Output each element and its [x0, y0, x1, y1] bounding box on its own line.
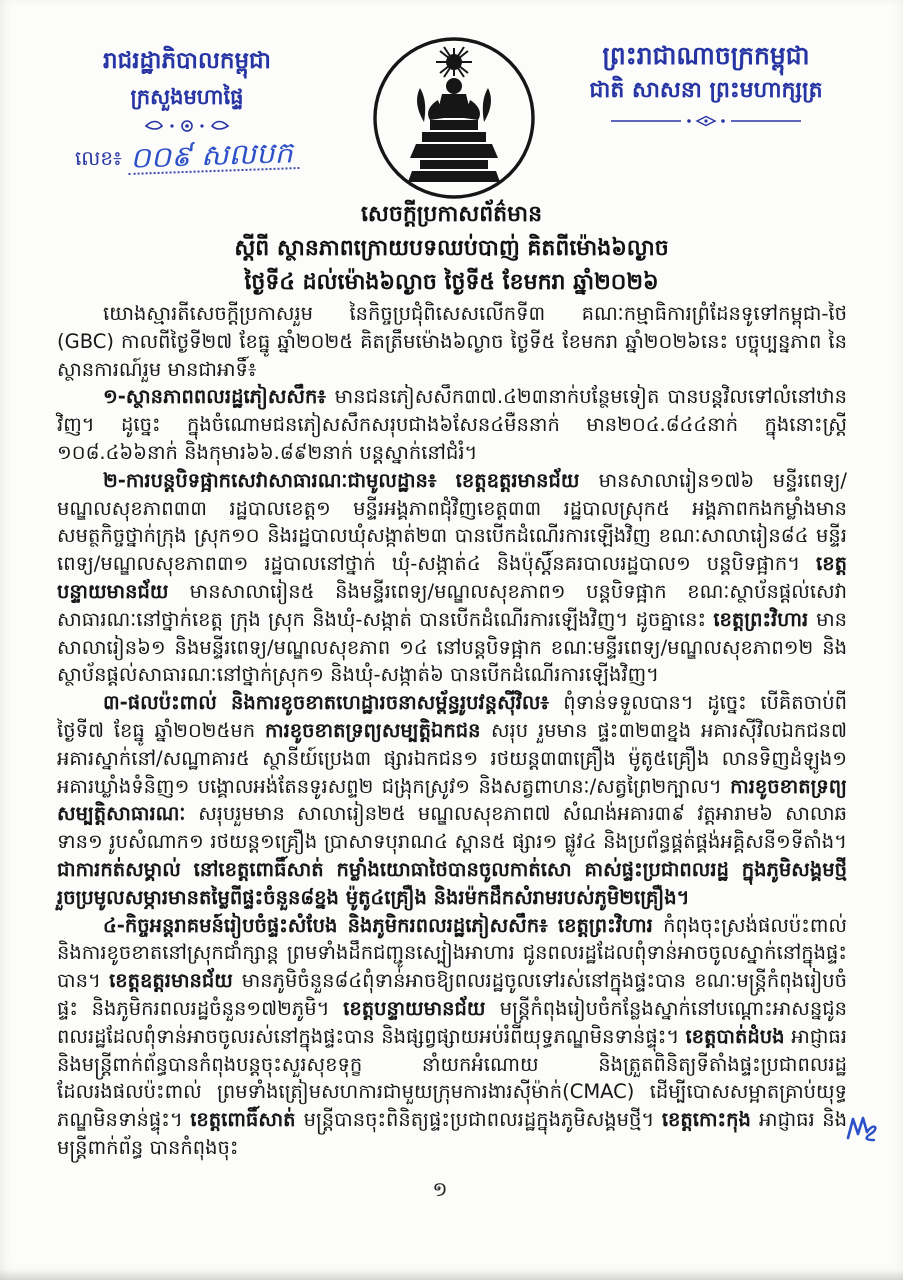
- document-number-line: [58, 135, 316, 175]
- paragraph-bold-run: ជាការកត់សម្គាល់ នៅខេត្តពោធិ៍សាត់ កម្លាំងយោធាថៃបានចូលកាត់សោ គាស់ផ្ទះប្រជាពលរដ្ឋ ក្នុងភូមិសង្គមថ្មី រួចប្រមូលសម្ភារមានតម្លៃពីផ្ទះចំនួន៨ខ្នង ម៉ូតូ៤គ្រឿង និងរម៉កដឹកសំរាមរបស់ភូមិ២គ្រឿង។: [57, 857, 847, 909]
- body-paragraph: [57, 912, 847, 1162]
- document-title: [0, 198, 903, 300]
- header-right: [556, 40, 856, 126]
- paragraph-bold-run: ខេត្តពោធិ៍សាត់: [190, 1108, 304, 1132]
- ministry-seal-icon: [368, 34, 540, 202]
- paragraph-bold-run: ការខូចខាតទ្រព្យសម្បត្តិឯកជន: [265, 718, 491, 742]
- paragraph-text-run: សរុប រួមមាន ផ្ទះ៣២៣ខ្នង អគារស៊ីវិលឯកជន៧ អគារស្នាក់នៅ/សណ្ឋាគារ៥ ស្ថានីយ៍ប្រេង៣ ផ្សារឯកជន១ រថយន្ត៣៣គ្រឿង ម៉ូតូ៥គ្រឿង លានទិញដំឡូង១ អគារឃ្លាំងទំនិញ១ បង្គោលអង់តែនទូរសព្ទ២ ជង្រុកស្រូវ១ និងសត្វពាហនៈ/សត្វព្រៃ២ក្បាល។: [57, 718, 848, 798]
- handwritten-initials-icon: [846, 1114, 880, 1144]
- paragraph-bold-run: ខេត្តបាត់ដំបង: [685, 1024, 792, 1048]
- header-left: [58, 46, 316, 175]
- paragraph-text-run: សរុបរួមមាន សាលារៀន២៥ មណ្ឌលសុខភាព៧ សំណង់អគារ៣៩ វត្តអារាម៦ សាលាឆទាន១ រូបសំណាក១ រថយន្ត១គ្រឿង ប្រាសាទបុរាណ៤ ស្ពាន៥ ផ្សារ១ ផ្លូវ៤ និងប្រព័ន្ធផ្គត់ផ្គង់អគ្គិសនី១ទីតាំង។: [57, 802, 847, 854]
- paragraph-text-run: អាជ្ញាធរ និងមន្ត្រីពាក់ព័ន្ធបានកំពុងបន្តចុះសួរសុខទុក្ខ នាំយកអំណោយ និងត្រួតពិនិត្យទីតាំងផ្ទះប្រជាពលរដ្ឋដែលរងផលប៉ះពាល់ ព្រមទាំងត្រៀមសហការជាមួយក្រុមការងារស៊ីម៉ាក់(CMAC) ដើម្បីបោសសម្អាតគ្រាប់យុទ្ធភណ្ឌមិនទាន់ផ្ទុះ។: [57, 1024, 847, 1132]
- paragraph-bold-run: ៣-ផលប៉ះពាល់ និងការខូចខាតហេដ្ឋារចនាសម្ព័ន្ធរូបវន្តស៊ីវិល៖: [103, 691, 564, 715]
- paragraph-text-run: កំពុងចុះស្រង់ផលប៉ះពាល់ និងការខូចខាតនៅស្រុកជាំក្សាន្ត ព្រមទាំងដឹកជញ្ជូនស្បៀងអាហារ ជូនពលរដ្ឋដែលពុំទាន់អាចចូលស្នាក់នៅក្នុងផ្ទះបាន។: [57, 913, 847, 993]
- paragraph-bold-run: ២-ការបន្តបិទផ្អាកសេវាសាធារណៈជាមូលដ្ឋាន៖ ខេត្តឧត្តរមានជ័យ: [103, 468, 599, 492]
- paragraph-bold-run: ១-ស្ថានភាពពលរដ្ឋភៀសសឹក៖: [103, 385, 335, 409]
- paragraph-text-run: មានសាលារៀន៥ និងមន្ទីរពេទ្យ/មណ្ឌលសុខភាព១ បន្តបិទផ្អាក ខណៈស្ថាប័នផ្តល់សេវាសាធារណៈនៅថ្នាក់ខេត្ត ក្រុង ស្រុក និងឃុំ-សង្កាត់ បានបើកដំណើរការឡើងវិញ។ ដូចគ្នានេះ: [57, 579, 847, 631]
- paragraph-bold-run: ខេត្តឧត្តរមានជ័យ: [109, 969, 242, 993]
- paragraph-bold-run: ខេត្តកោះកុង: [661, 1108, 759, 1132]
- paragraph-text-run: មានភូមិចំនួន៨៤ពុំទាន់អាចឱ្យពលរដ្ឋចូលទៅរស់នៅក្នុងផ្ទះបាន ខណៈមន្ត្រីកំពុងរៀបចំផ្ទះ និងភូមិករពលរដ្ឋចំនួន១៧២ភូមិ។: [57, 969, 848, 1020]
- body-paragraph: [57, 383, 847, 466]
- paragraph-bold-run: ការខូចខាតទ្រព្យសម្បត្តិសាធារណៈ: [57, 774, 847, 826]
- paragraph-text-run: យោងស្មារតីសេចក្តីប្រកាសរួម នៃកិច្ចប្រជុំពិសេសលើកទី៣ គណៈកម្មាធិការព្រំដែនទូទៅកម្ពុជា-ថៃ (GBC) កាលពីថ្ងៃទី២៧ ខែធ្នូ ឆ្នាំ២០២៥ គិតត្រឹមម៉ោង៦ល្ងាច ថ្ងៃទី៥ ខែមករា ឆ្នាំ២០២៦នេះ បច្ចុប្បន្នភាព នៃស្ថានការណ៍រួម មានជាអាទិ៍៖: [57, 302, 847, 381]
- body-paragraph: [57, 467, 847, 689]
- scroll-divider-icon: [58, 118, 316, 136]
- line-divider-icon: [556, 112, 856, 126]
- paragraph-text-run: មានសាលារៀន៦១ និងមន្ទីរពេទ្យ/មណ្ឌលសុខភាព ១៤ នៅបន្តបិទផ្អាក ខណៈមន្ទីរពេទ្យ/មណ្ឌលសុខភាព១២ និងស្ថាប័នផ្តល់សាធារណៈនៅថ្នាក់ស្រុក១ និងឃុំ-សង្កាត់៦ បានបើកដំណើរការឡើងវិញ។: [57, 607, 848, 687]
- paragraph-text-run: មន្ត្រីកំពុងរៀបចំកន្លែងស្នាក់នៅបណ្តោះអាសន្នជូនពលរដ្ឋដែលពុំទាន់អាចចូលរស់នៅក្នុងផ្ទះបាន និងផ្សព្វផ្សាយអប់រំពីយុទ្ធភណ្ឌមិនទាន់ផ្ទុះ។: [57, 996, 847, 1048]
- ministry-title: ក្រសួងមហាផ្ទៃ: [130, 85, 244, 109]
- body-paragraph: [57, 300, 847, 383]
- document-body: [57, 300, 847, 1162]
- body-paragraph: [57, 689, 847, 911]
- title-line-1: សេចក្តីប្រកាសព័ត៌មាន: [360, 202, 543, 227]
- kingdom-title: ព្រះរាជាណាចក្រកម្ពុជា: [602, 41, 810, 70]
- government-title: រាជរដ្ឋាភិបាលកម្ពុជា: [103, 48, 271, 74]
- national-motto: ជាតិ សាសនា ព្រះមហាក្សត្រ: [589, 78, 823, 103]
- document-number-handwritten: ០០៩ សលបក: [128, 137, 300, 175]
- paragraph-text-run: មន្ត្រីបានចុះពិនិត្យផ្ទះប្រជាពលរដ្ឋក្នុងភូមិសង្គមថ្មី។: [303, 1108, 662, 1132]
- title-line-2: ស្តីពី ស្ថានភាពក្រោយបទឈប់បាញ់ គិតពីម៉ោង៦ល្ងាច: [234, 236, 669, 261]
- paragraph-text-run: មានសាលារៀន១៧៦ មន្ទីរពេទ្យ/មណ្ឌលសុខភាព៣៣ រដ្ឋបាលខេត្ត១ មន្ទីរអង្គភាពជុំវិញខេត្ត៣៣ រដ្ឋបាលស្រុក៥ អង្គភាពកងកម្លាំងមានសមត្ថកិច្ចថ្នាក់ក្រុង ស្រុក១០ និងរដ្ឋបាលឃុំសង្កាត់២៣ បានបើកដំណើរការឡើងវិញ ខណៈសាលារៀន៨៤ មន្ទីរពេទ្យ/មណ្ឌលសុខភាព៣១ រដ្ឋបាលនៅថ្នាក់ ឃុំ-សង្កាត់៤ និងប៉ុស្តិ៍នគរបាលរដ្ឋបាល១ បន្តបិទផ្អាក។: [57, 468, 847, 576]
- document-number-label: លេខ៖: [74, 146, 122, 170]
- paragraph-bold-run: ៤-កិច្ចអន្តរាគមន៍រៀបចំផ្ទះសំបែង និងភូមិករពលរដ្ឋភៀសសឹក៖ ខេត្តព្រះវិហារ: [103, 913, 664, 937]
- paragraph-text-run: មានជនភៀសសឹក៣៧.៤២៣នាក់បន្ថែមទៀត បានបន្តវិលទៅលំនៅឋានវិញ។ ដូច្នេះ ក្នុងចំណោមជនភៀសសឹកសរុបជាង៦សែន៤មឺននាក់ មាន២០៤.៨៤៤នាក់ ក្នុងនោះស្រ្តី ១០៨.៤៦៦នាក់ និងកុមារ៦៦.៨៩២នាក់ បន្តស្នាក់នៅជំរំ។: [57, 385, 847, 464]
- paragraph-bold-run: ខេត្តព្រះវិហារ: [713, 607, 817, 631]
- paragraph-bold-run: ខេត្តបន្ទាយមានជ័យ: [57, 552, 847, 603]
- scan-edge-shadow: [0, 1270, 903, 1280]
- paragraph-text-run: ពុំទាន់ទទួលបាន។ ដូច្នេះ បើគិតចាប់ពីថ្ងៃទី៧ ខែធ្នូ ឆ្នាំ២០២៥មក: [57, 691, 847, 742]
- paragraph-bold-run: ខេត្តបន្ទាយមានជ័យ: [343, 996, 500, 1020]
- page-number: ១: [432, 1177, 448, 1201]
- paragraph-text-run: អាជ្ញាធរ និងមន្ត្រីពាក់ព័ន្ធ បានកំពុងចុះ: [57, 1108, 848, 1159]
- title-line-3: ថ្ងៃទី៤ ដល់ម៉ោង៦ល្ងាច ថ្ងៃទី៥ ខែមករា ឆ្នាំ២០២៦: [244, 270, 659, 295]
